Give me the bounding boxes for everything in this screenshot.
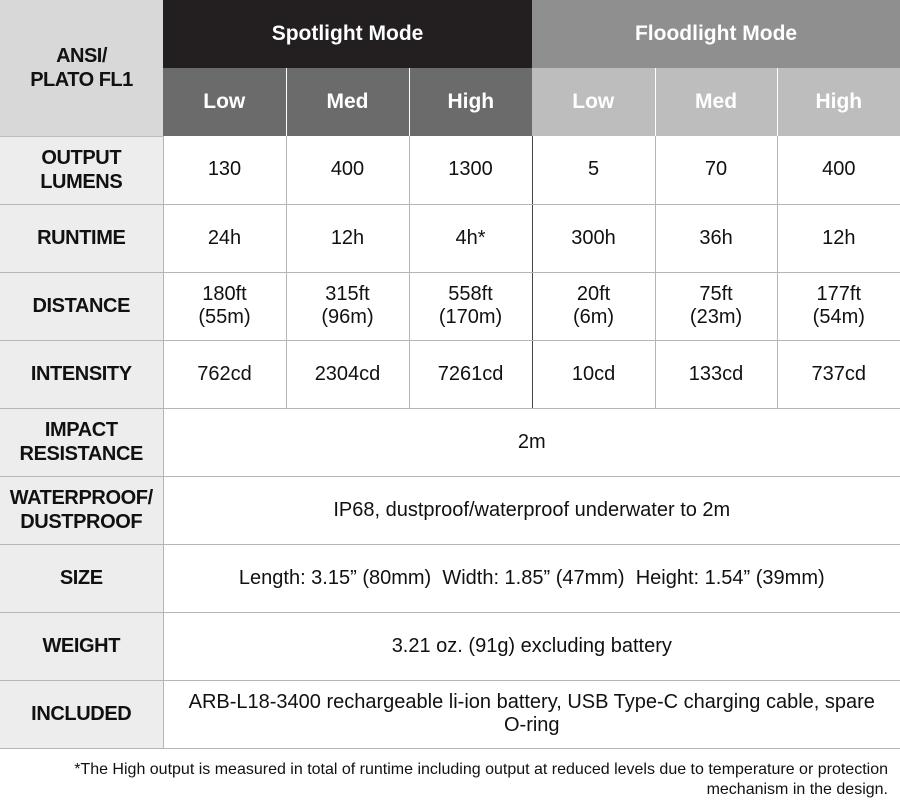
row-label-line1: DISTANCE (32, 295, 131, 317)
value-cell (655, 204, 777, 272)
value-cell (163, 272, 286, 340)
value-cell (532, 204, 655, 272)
value-line1: 315ft (325, 283, 370, 305)
wide-value-cell (163, 612, 900, 680)
value-line2: (55m) (198, 306, 251, 328)
level-header-flood-low: Low (532, 68, 655, 136)
row-label-line1: INCLUDED (31, 703, 132, 725)
value-line2: (170m) (438, 306, 503, 328)
spotlight-mode-header: Spotlight Mode (163, 0, 532, 68)
row-label-line1: RUNTIME (37, 227, 126, 249)
value-cell (163, 204, 286, 272)
value-line1: 12h (330, 226, 365, 249)
row-label-line1: INTENSITY (30, 363, 132, 385)
row-label-line2: LUMENS (40, 171, 123, 193)
row-label-line1: IMPACT (44, 419, 118, 441)
value-line1: 12h (822, 226, 856, 249)
value-line1: 20ft (576, 283, 611, 305)
row-label (0, 544, 163, 612)
value-line1: 36h (699, 226, 733, 249)
value-cell (163, 136, 286, 204)
value-cell (777, 204, 900, 272)
row-label-line1: WATERPROOF/ (9, 487, 153, 509)
row-size (0, 544, 900, 612)
value-line1: 300h (571, 226, 616, 249)
value-line1: 7261cd (437, 362, 504, 385)
value-line1: 400 (330, 158, 365, 181)
value-line1: 4h* (455, 226, 486, 249)
value-line1: 400 (822, 158, 856, 181)
value-cell (532, 136, 655, 204)
value-cell (286, 340, 409, 408)
value-line1: 10cd (571, 362, 616, 385)
value-line1: 737cd (811, 362, 867, 385)
value-cell (409, 340, 532, 408)
value-line1: 5 (587, 158, 600, 181)
wide-value-line1: ARB-L18-3400 rechargeable li-ion battery, USB Type-C charging cable, spare (188, 691, 875, 713)
wide-value-line1: 3.21 oz. (91g) excluding battery (391, 634, 672, 657)
row-label (0, 136, 163, 204)
row-label (0, 340, 163, 408)
value-cell (655, 136, 777, 204)
row-runtime (0, 204, 900, 272)
value-line2: (23m) (689, 306, 743, 328)
row-label (0, 612, 163, 680)
row-label-line1: SIZE (59, 567, 103, 589)
value-line1: 762cd (197, 362, 252, 385)
value-cell (409, 204, 532, 272)
value-cell (532, 272, 655, 340)
value-line2: (6m) (572, 306, 615, 328)
footnote-line2: mechanism in the design. (706, 781, 888, 798)
value-cell (532, 340, 655, 408)
row-label-line2: RESISTANCE (19, 443, 143, 465)
wide-value-line1: Length: 3.15” (80mm) Width: 1.85” (47mm) Height: 1.54” (39mm) (238, 566, 825, 589)
floodlight-mode-header: Floodlight Mode (532, 0, 900, 68)
value-line1: 558ft (448, 283, 493, 305)
value-cell (777, 272, 900, 340)
row-intensity (0, 340, 900, 408)
value-line1: 133cd (688, 362, 744, 385)
value-cell (286, 136, 409, 204)
value-line1: 24h (207, 226, 242, 249)
value-line2: (96m) (321, 306, 374, 328)
value-cell (286, 272, 409, 340)
level-header-spot-high: High (409, 68, 532, 136)
wide-value-cell (163, 680, 900, 748)
value-cell (655, 340, 777, 408)
row-label (0, 272, 163, 340)
value-line1: 2304cd (314, 362, 381, 385)
value-line1: 75ft (699, 283, 733, 305)
corner-label-line2: PLATO FL1 (30, 68, 133, 91)
value-line1: 1300 (448, 158, 493, 181)
row-label-line1: WEIGHT (42, 635, 121, 657)
footnote-line1: *The High output is measured in total of runtime including output at reduced levels due to temperature or protection (74, 761, 888, 778)
level-header-spot-med: Med (286, 68, 409, 136)
row-included (0, 680, 900, 748)
value-cell (409, 272, 532, 340)
row-label-line2: DUSTPROOF (20, 511, 143, 533)
row-waterproof-dustproof (0, 476, 900, 544)
wide-value-line2: O-ring (503, 714, 560, 736)
row-distance (0, 272, 900, 340)
value-line1: 130 (207, 158, 242, 181)
value-line1: 70 (704, 158, 728, 181)
row-weight (0, 612, 900, 680)
wide-value-cell (163, 476, 900, 544)
row-label (0, 204, 163, 272)
wide-value-line1: 2m (517, 430, 546, 453)
row-label (0, 476, 163, 544)
level-header-flood-med: Med (655, 68, 777, 136)
row-label-line1: OUTPUT (41, 147, 122, 169)
wide-value-cell (163, 408, 900, 476)
footnote (28, 760, 888, 800)
level-header-flood-high: High (777, 68, 900, 136)
value-line2: (54m) (812, 306, 865, 328)
value-cell (777, 340, 900, 408)
value-line1: 180ft (202, 283, 247, 305)
value-cell (163, 340, 286, 408)
value-cell (655, 272, 777, 340)
value-line1: 177ft (816, 283, 862, 305)
row-impact-resistance (0, 408, 900, 476)
wide-value-cell (163, 544, 900, 612)
row-label (0, 408, 163, 476)
corner-header (0, 0, 163, 136)
level-header-spot-low: Low (163, 68, 286, 136)
wide-value-line1: IP68, dustproof/waterproof underwater to 2m (333, 498, 731, 521)
value-cell (777, 136, 900, 204)
corner-label-line1: ANSI/ (56, 44, 107, 67)
value-cell (409, 136, 532, 204)
row-output-lumens (0, 136, 900, 204)
value-cell (286, 204, 409, 272)
row-label (0, 680, 163, 748)
